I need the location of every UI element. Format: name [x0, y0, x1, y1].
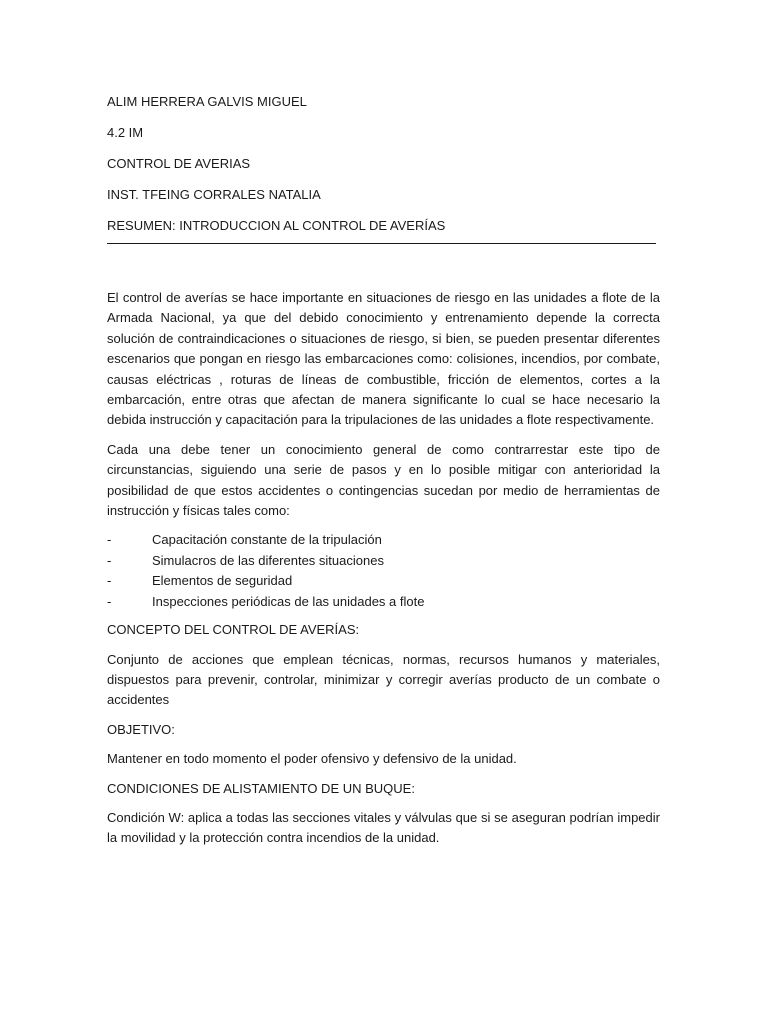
- document-body: [107, 288, 660, 849]
- objective-heading: OBJETIVO:: [107, 721, 175, 737]
- list-dash: -: [107, 532, 112, 548]
- concept-paragraph: Conjunto de acciones que emplean técnicas, normas, recursos humanos y materiales, dispuestos para prevenir, controlar, minimizar y corregir averías producto de un combate o accidentes: [107, 651, 660, 708]
- condition-w-paragraph: Condición W: aplica a todas las secciones vitales y válvulas que si se aseguran podrían impedir la movilidad y la protección contra incendios de la unidad.: [107, 809, 660, 846]
- group-code: 4.2 IM: [107, 125, 144, 140]
- list-item-text: Elementos de seguridad: [152, 573, 293, 589]
- author-name: ALIM HERRERA GALVIS MIGUEL: [107, 94, 307, 109]
- concept-heading: CONCEPTO DEL CONTROL DE AVERÍAS:: [107, 622, 360, 638]
- list-dash: -: [107, 552, 112, 568]
- list-item-text: Inspecciones periódicas de las unidades a flote: [152, 593, 425, 609]
- objective-paragraph: Mantener en todo momento el poder ofensivo y defensivo de la unidad.: [107, 751, 517, 767]
- subject-title: CONTROL DE AVERIAS: [107, 156, 251, 171]
- intro-paragraph: El control de averías se hace importante en situaciones de riesgo en las unidades a flote de la Armada Nacional, ya que del debido conocimiento y entrenamiento depende la correcta solución de contraindicaciones o situaciones de riesgo, si bien, se pueden presentar diferentes escenarios que pongan en riesgo las embarcaciones como: colisiones, incendios, por combate, causas eléctricas , roturas de líneas de combustible, fricción de elementos, cortes a la embarcación, entre otras que afectan de manera significante lo cual se hace necesario la debida instrucción y capacitación para la tripulaciones de las unidades a flote respectivamente.: [107, 290, 660, 428]
- list-item: [107, 530, 660, 550]
- list-dash: -: [107, 573, 112, 589]
- list-item-text: Capacitación constante de la tripulación: [152, 532, 382, 548]
- header-divider: [107, 243, 656, 244]
- instructor-name: INST. TFEING CORRALES NATALIA: [107, 187, 321, 202]
- second-paragraph: Cada una debe tener un conocimiento general de como contrarrestar este tipo de circunstancias, siguiendo una serie de pasos y en lo posible mitigar con anterioridad la posibilidad de que estos accidentes o contingencias sucedan por medio de herramientas de instrucción y físicas tales como:: [107, 441, 660, 519]
- measures-list: [107, 530, 660, 612]
- list-item-text: Simulacros de las diferentes situaciones: [152, 552, 384, 568]
- list-item: [107, 571, 660, 591]
- list-item: [107, 551, 660, 571]
- list-dash: -: [107, 593, 112, 609]
- list-item: [107, 592, 660, 612]
- conditions-heading: CONDICIONES DE ALISTAMIENTO DE UN BUQUE:: [107, 780, 415, 796]
- document-header: [107, 92, 660, 235]
- document-page: [107, 92, 660, 858]
- summary-title: RESUMEN: INTRODUCCION AL CONTROL DE AVERÍAS: [107, 218, 446, 233]
